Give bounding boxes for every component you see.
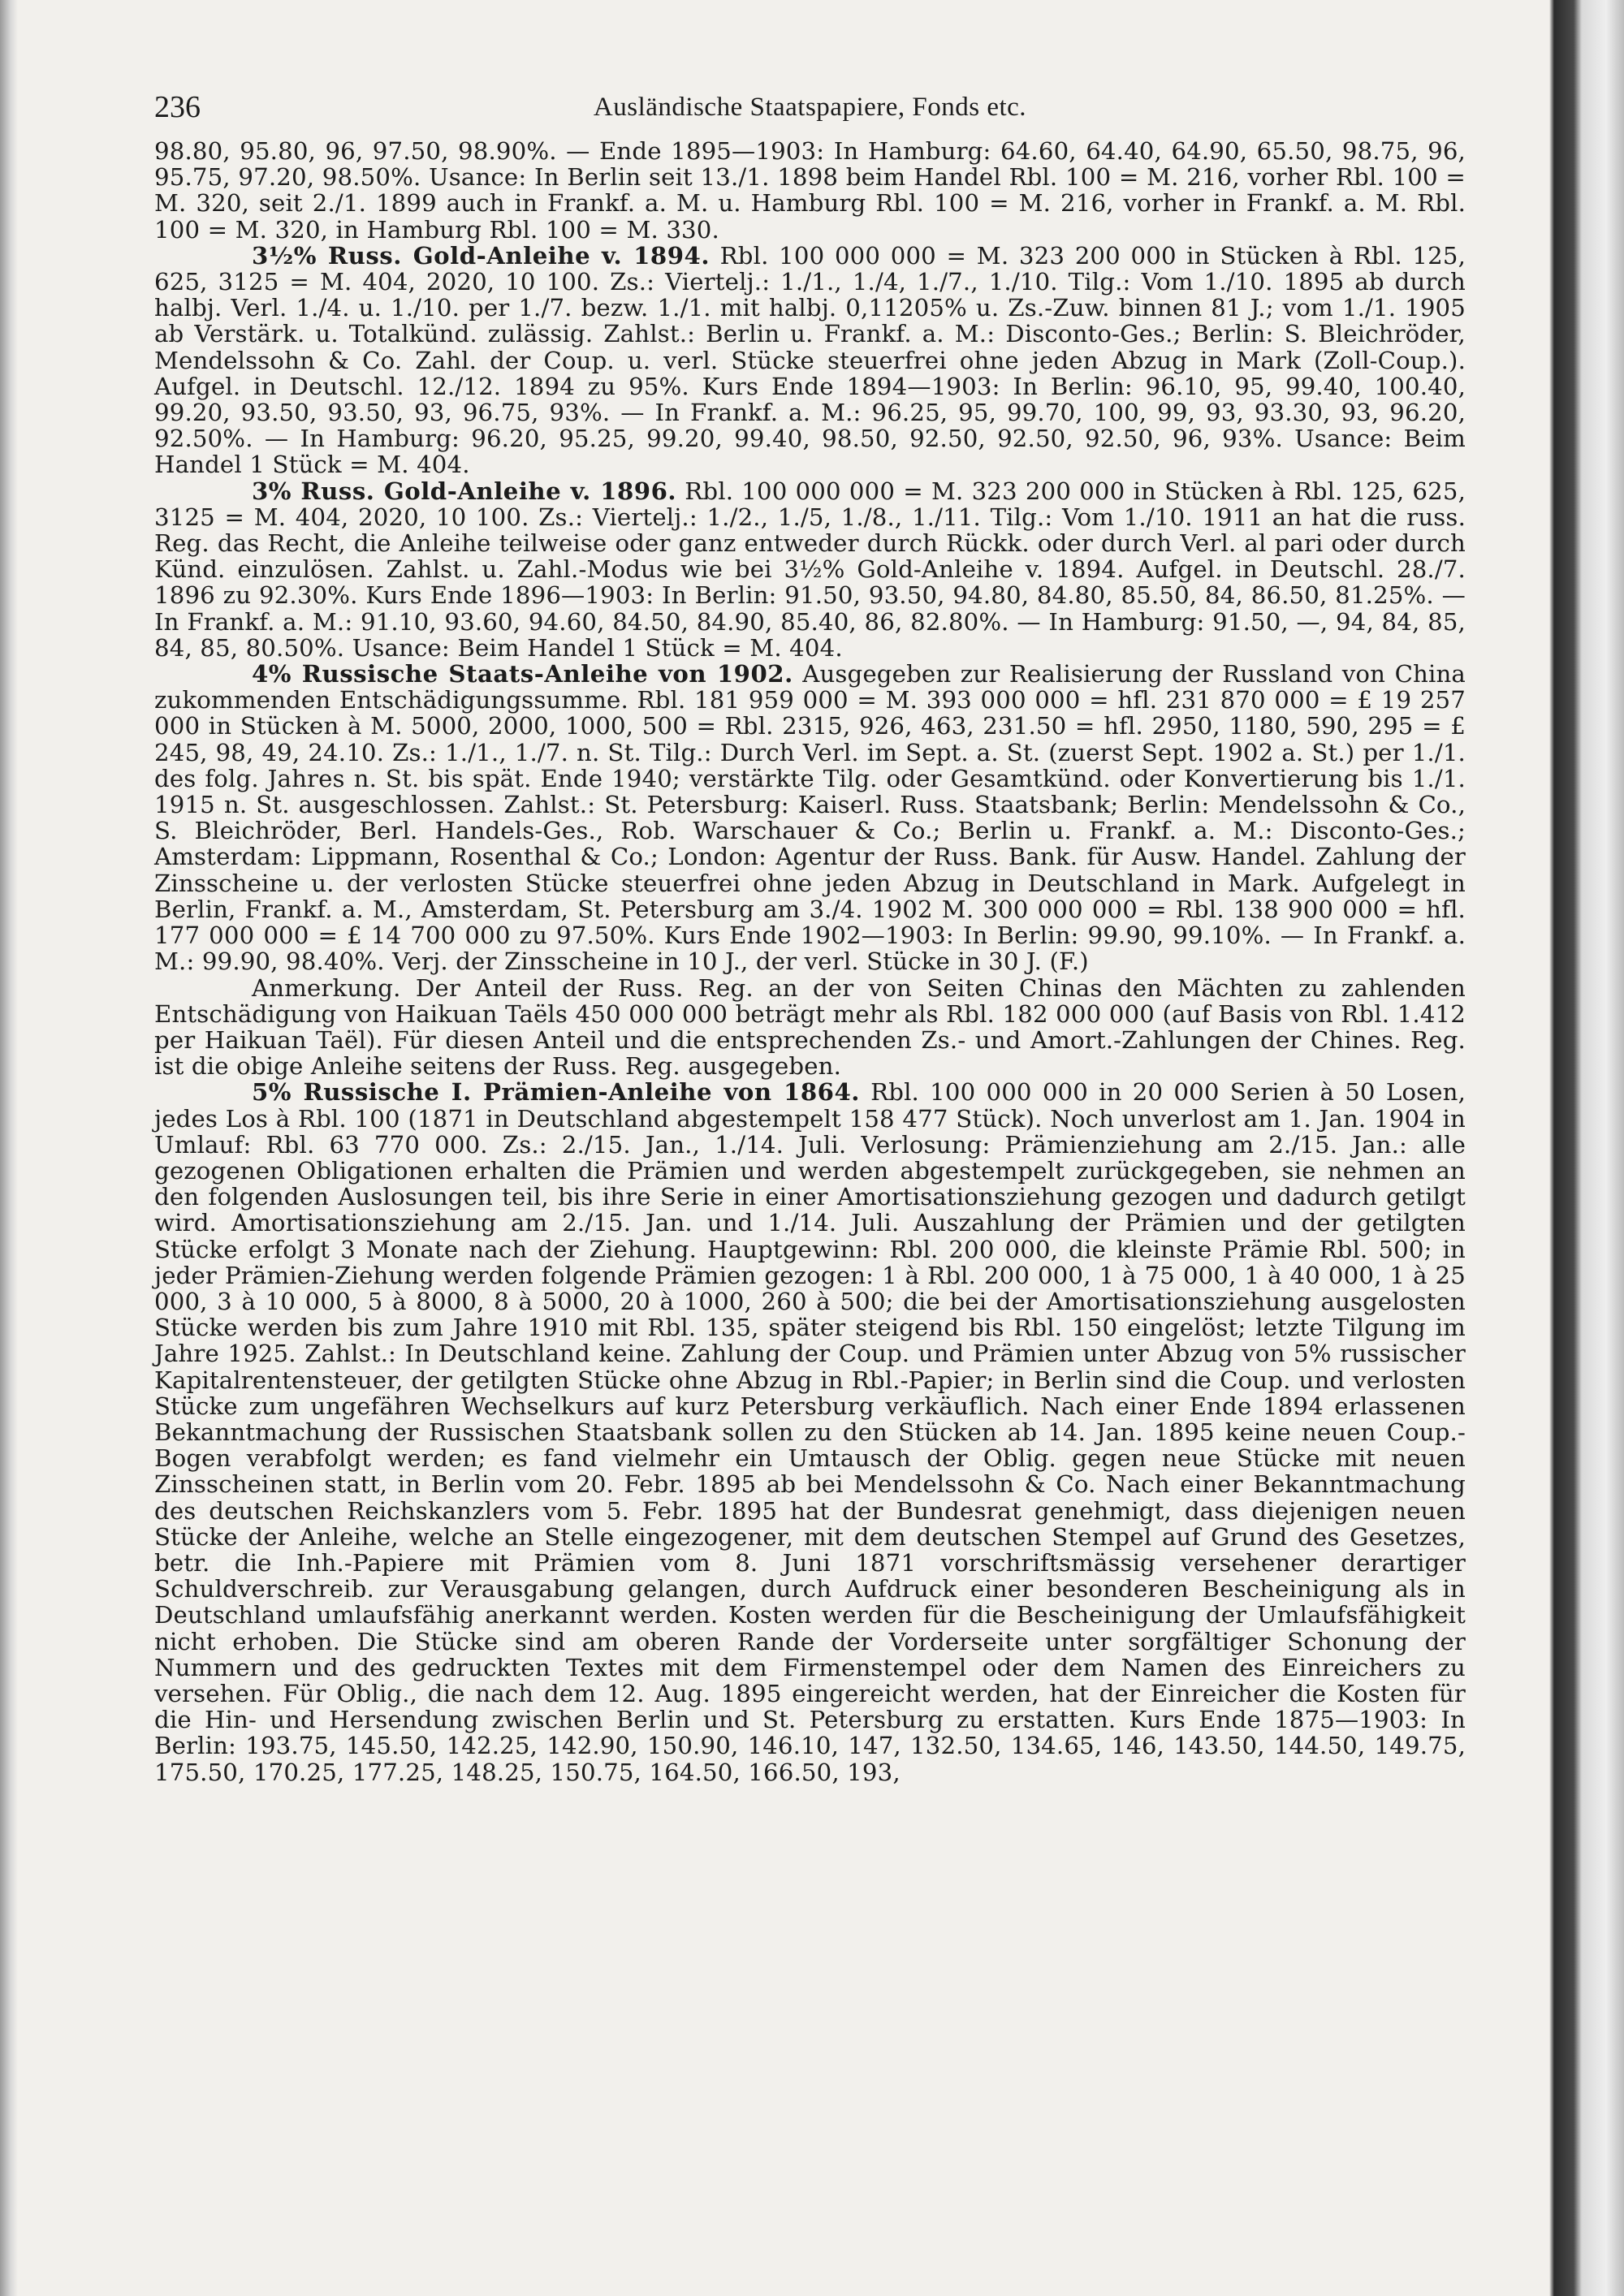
entry-heading: 5% Russische I. Prämien-Anleihe von 1864. <box>252 1078 860 1107</box>
entry-praemien-anleihe-1864 <box>154 1079 1466 1785</box>
entry-text: Ausgegeben zur Realisierung der Russland von China zukommenden Entschädigungssumme. Rbl. 181 959 000 = M. 393 000 000 = hfl. 231 870 000 = £ 19 257 000 in Stücken à M. 5000, 2000, 1000, 500 = Rbl. 2315, 926, 463, 231.50 = hfl. 2950, 1180, 590, 295 = £ 245, 98, 49, 24.10. Zs.: 1./1., 1./7. n. St. Tilg.: Durch Verl. im Sept. a. St. (zuerst Sept. 1902 a. St.) per 1./1. des folg. Jahres n. St. bis spät. Ende 1940; verstärkte Tilg. oder Gesamtkünd. oder Konvertierung bis 1./1. 1915 n. St. ausgeschlossen. Zahlst.: St. Petersburg: Kaiserl. Russ. Staatsbank; Berlin: Mendelssohn & Co., S. Bleichröder, Berl. Handels-Ges., Rob. Warschauer & Co.; Berlin u. Frankf. a. M.: Disconto-Ges.; Amsterdam: Lippmann, Rosenthal & Co.; London: Agentur der Russ. Bank. für Ausw. Handel. Zahlung der Zinsscheine u. der verlosten Stücke steuerfrei ohne jeden Abzug in Deutschland in Mark. Aufgelegt in Berlin, Frankf. a. M., Amsterdam, St. Petersburg am 3./4. 1902 M. 300 000 000 = Rbl. 138 900 000 = hfl. 177 000 000 = £ 14 700 000 zu 97.50%. Kurs Ende 1902—1903: In Berlin: 99.90, 99.10%. — In Frankf. a. M.: 99.90, 98.40%. Verj. der Zinsscheine in 10 J., der verl. Stücke in 30 J. (F.) <box>154 660 1466 976</box>
running-head <box>154 81 1466 138</box>
running-title: Ausländische Staatspapiere, Fonds etc. <box>593 93 1027 122</box>
entry-text: Rbl. 100 000 000 in 20 000 Serien à 50 Losen, jedes Los à Rbl. 100 (1871 in Deutschland abgestempelt 158 477 Stück). Noch unverlost am 1. Jan. 1904 in Umlauf: Rbl. 63 770 000. Zs.: 2./15. Jan., 1./14. Juli. Verlosung: Prämienziehung am 2./15. Jan.: alle gezogenen Obligationen erhalten die Prämien und werden abgestempelt zurückgegeben, sie nehmen an den folgenden Auslosungen teil, bis ihre Serie in einer Amortisationsziehung gezogen und dadurch getilgt wird. Amortisationsziehung am 2./15. Jan. und 1./14. Juli. Auszahlung der Prämien und der getilgten Stücke erfolgt 3 Monate nach der Ziehung. Hauptgewinn: Rbl. 200 000, die kleinste Prämie Rbl. 500; in jeder Prämien-Ziehung werden folgende Prämien gezogen: 1 à Rbl. 200 000, 1 à 75 000, 1 à 40 000, 1 à 25 000, 3 à 10 000, 5 à 8000, 8 à 5000, 20 à 1000, 260 à 500; die bei der Amortisationsziehung ausgelosten Stücke werden bis zum Jahre 1910 mit Rbl. 135, später steigend bis Rbl. 150 eingelöst; letzte Tilgung im Jahre 1925. Zahlst.: In Deutschland keine. Zahlung der Coup. und Prämien unter Abzug von 5% russischer Kapitalrentensteuer, der getilgten Stücke ohne Abzug in Rbl.-Papier; in Berlin sind die Coup. und verlosten Stücke zum ungefähren Wechselkurs auf kurz Petersburg verkäuflich. Nach einer Ende 1894 erlassenen Bekanntmachung der Russischen Staatsbank sollen zu den Stücken ab 14. Jan. 1895 keine neuen Coup.-Bogen verabfolgt werden; es fand vielmehr ein Umtausch der Oblig. gegen neue Stücke mit neuen Zinsscheinen statt, in Berlin vom 20. Febr. 1895 ab bei Mendelssohn & Co. Nach einer Bekanntmachung des deutschen Reichskanzlers vom 5. Febr. 1895 hat der Bundesrat genehmigt, dass diejenigen neuen Stücke der Anleihe, welche an Stelle eingezogener, mit dem deutschen Stempel auf Grund des Gesetzes, betr. die Inh.-Papiere mit Prämien vom 8. Juni 1871 vorschriftsmässig versehener derartiger Schuldverschreib. zur Verausgabung gelangen, durch Aufdruck einer besonderen Bescheinigung als in Deutschland umlaufsfähig anerkannt werden. Kosten werden für die Bescheinigung der Umlaufsfähigkeit nicht erhoben. Die Stücke sind am oberen Rande der Vorderseite unter sorgfältiger Schonung der Nummern und des gedruckten Textes mit dem Firmenstempel oder dem Namen des Einreichers zu versehen. Für Oblig., die nach dem 12. Aug. 1895 eingereicht werden, hat der Einreicher die Kosten für die Hin- und Hersendung zwischen Berlin und St. Petersburg zu erstatten. Kurs Ende 1875—1903: In Berlin: 193.75, 145.50, 142.25, 142.90, 150.90, 146.10, 147, 132.50, 134.65, 146, 143.50, 144.50, 149.75, 175.50, 170.25, 177.25, 148.25, 150.75, 164.50, 166.50, 193, <box>154 1078 1466 1786</box>
scan-edge-left <box>0 0 18 2296</box>
entry-gold-anleihe-1894 <box>154 243 1466 478</box>
entry-staats-anleihe-1902 <box>154 661 1466 974</box>
entry-heading: 4% Russische Staats-Anleihe von 1902. <box>252 660 793 688</box>
annotation-note <box>154 975 1466 1080</box>
entry-heading: 3½% Russ. Gold-Anleihe v. 1894. <box>252 241 710 270</box>
paragraph-continuation <box>154 138 1466 243</box>
body-text <box>154 138 1466 1785</box>
document-page <box>154 81 1466 1785</box>
entry-text: Rbl. 100 000 000 = M. 323 200 000 in Stücken à Rbl. 125, 625, 3125 = M. 404, 2020, 10 100. Zs.: Viertelj.: 1./2., 1./5, 1./8., 1./11. Tilg.: Vom 1./10. 1911 an hat die russ. Reg. das Recht, die Anleihe teilweise oder ganz entweder durch Rückk. oder durch Verl. al pari oder durch Künd. einzulösen. Zahlst. u. Zahl.-Modus wie bei 3½% Gold-Anleihe v. 1894. Aufgel. in Deutschl. 28./7. 1896 zu 92.30%. Kurs Ende 1896—1903: In Berlin: 91.50, 93.50, 94.80, 84.80, 85.50, 84, 86.50, 81.25%. — In Frankf. a. M.: 91.10, 93.60, 94.60, 84.50, 84.90, 85.40, 86, 82.80%. — In Hamburg: 91.50, —, 94, 84, 85, 84, 85, 80.50%. Usance: Beim Handel 1 Stück = M. 404. <box>154 477 1466 662</box>
entry-heading: 3% Russ. Gold-Anleihe v. 1896. <box>252 477 677 505</box>
page-number: 236 <box>154 90 201 124</box>
paragraph-text: 98.80, 95.80, 96, 97.50, 98.90%. — Ende 1895—1903: In Hamburg: 64.60, 64.40, 64.90, 65.50, 98.75, 96, 95.75, 97.20, 98.50%. Usance: In Berlin seit 13./1. 1898 beim Handel Rbl. 100 = M. 216, vorher Rbl. 100 = M. 320, seit 2./1. 1899 auch in Frankf. a. M. u. Hamburg Rbl. 100 = M. 216, vorher in Frankf. a. M. Rbl. 100 = M. 320, in Hamburg Rbl. 100 = M. 330. <box>154 137 1466 244</box>
entry-gold-anleihe-1896 <box>154 478 1466 661</box>
scan-edge-right <box>1549 0 1624 2296</box>
note-text: Anmerkung. Der Anteil der Russ. Reg. an der von Seiten Chinas den Mächten zu zahlenden Entschädigung von Haikuan Taëls 450 000 000 beträgt mehr als Rbl. 182 000 000 (auf Basis von Rbl. 1.412 per Haikuan Taël). Für diesen Anteil und die entsprechenden Zs.- und Amort.-Zahlungen der Chines. Reg. ist die obige Anleihe seitens der Russ. Reg. ausgegeben. <box>154 973 1466 1081</box>
entry-text: Rbl. 100 000 000 = M. 323 200 000 in Stücken à Rbl. 125, 625, 3125 = M. 404, 2020, 10 100. Zs.: Viertelj.: 1./1., 1./4, 1./7., 1./10. Tilg.: Vom 1./10. 1895 ab durch halbj. Verl. 1./4. u. 1./10. per 1./7. bezw. 1./1. mit halbj. 0,11205% u. Zs.-Zuw. binnen 81 J.; vom 1./1. 1905 ab Verstärk. u. Totalkünd. zulässig. Zahlst.: Berlin u. Frankf. a. M.: Disconto-Ges.; Berlin: S. Bleichröder, Mendelssohn & Co. Zahl. der Coup. u. verl. Stücke steuerfrei ohne jeden Abzug in Mark (Zoll-Coup.). Aufgel. in Deutschl. 12./12. 1894 zu 95%. Kurs Ende 1894—1903: In Berlin: 96.10, 95, 99.40, 100.40, 99.20, 93.50, 93.50, 93, 96.75, 93%. — In Frankf. a. M.: 96.25, 95, 99.70, 100, 99, 93, 93.30, 93, 96.20, 92.50%. — In Hamburg: 96.20, 95.25, 99.20, 99.40, 98.50, 92.50, 92.50, 92.50, 96, 93%. Usance: Beim Handel 1 Stück = M. 404. <box>154 241 1466 479</box>
